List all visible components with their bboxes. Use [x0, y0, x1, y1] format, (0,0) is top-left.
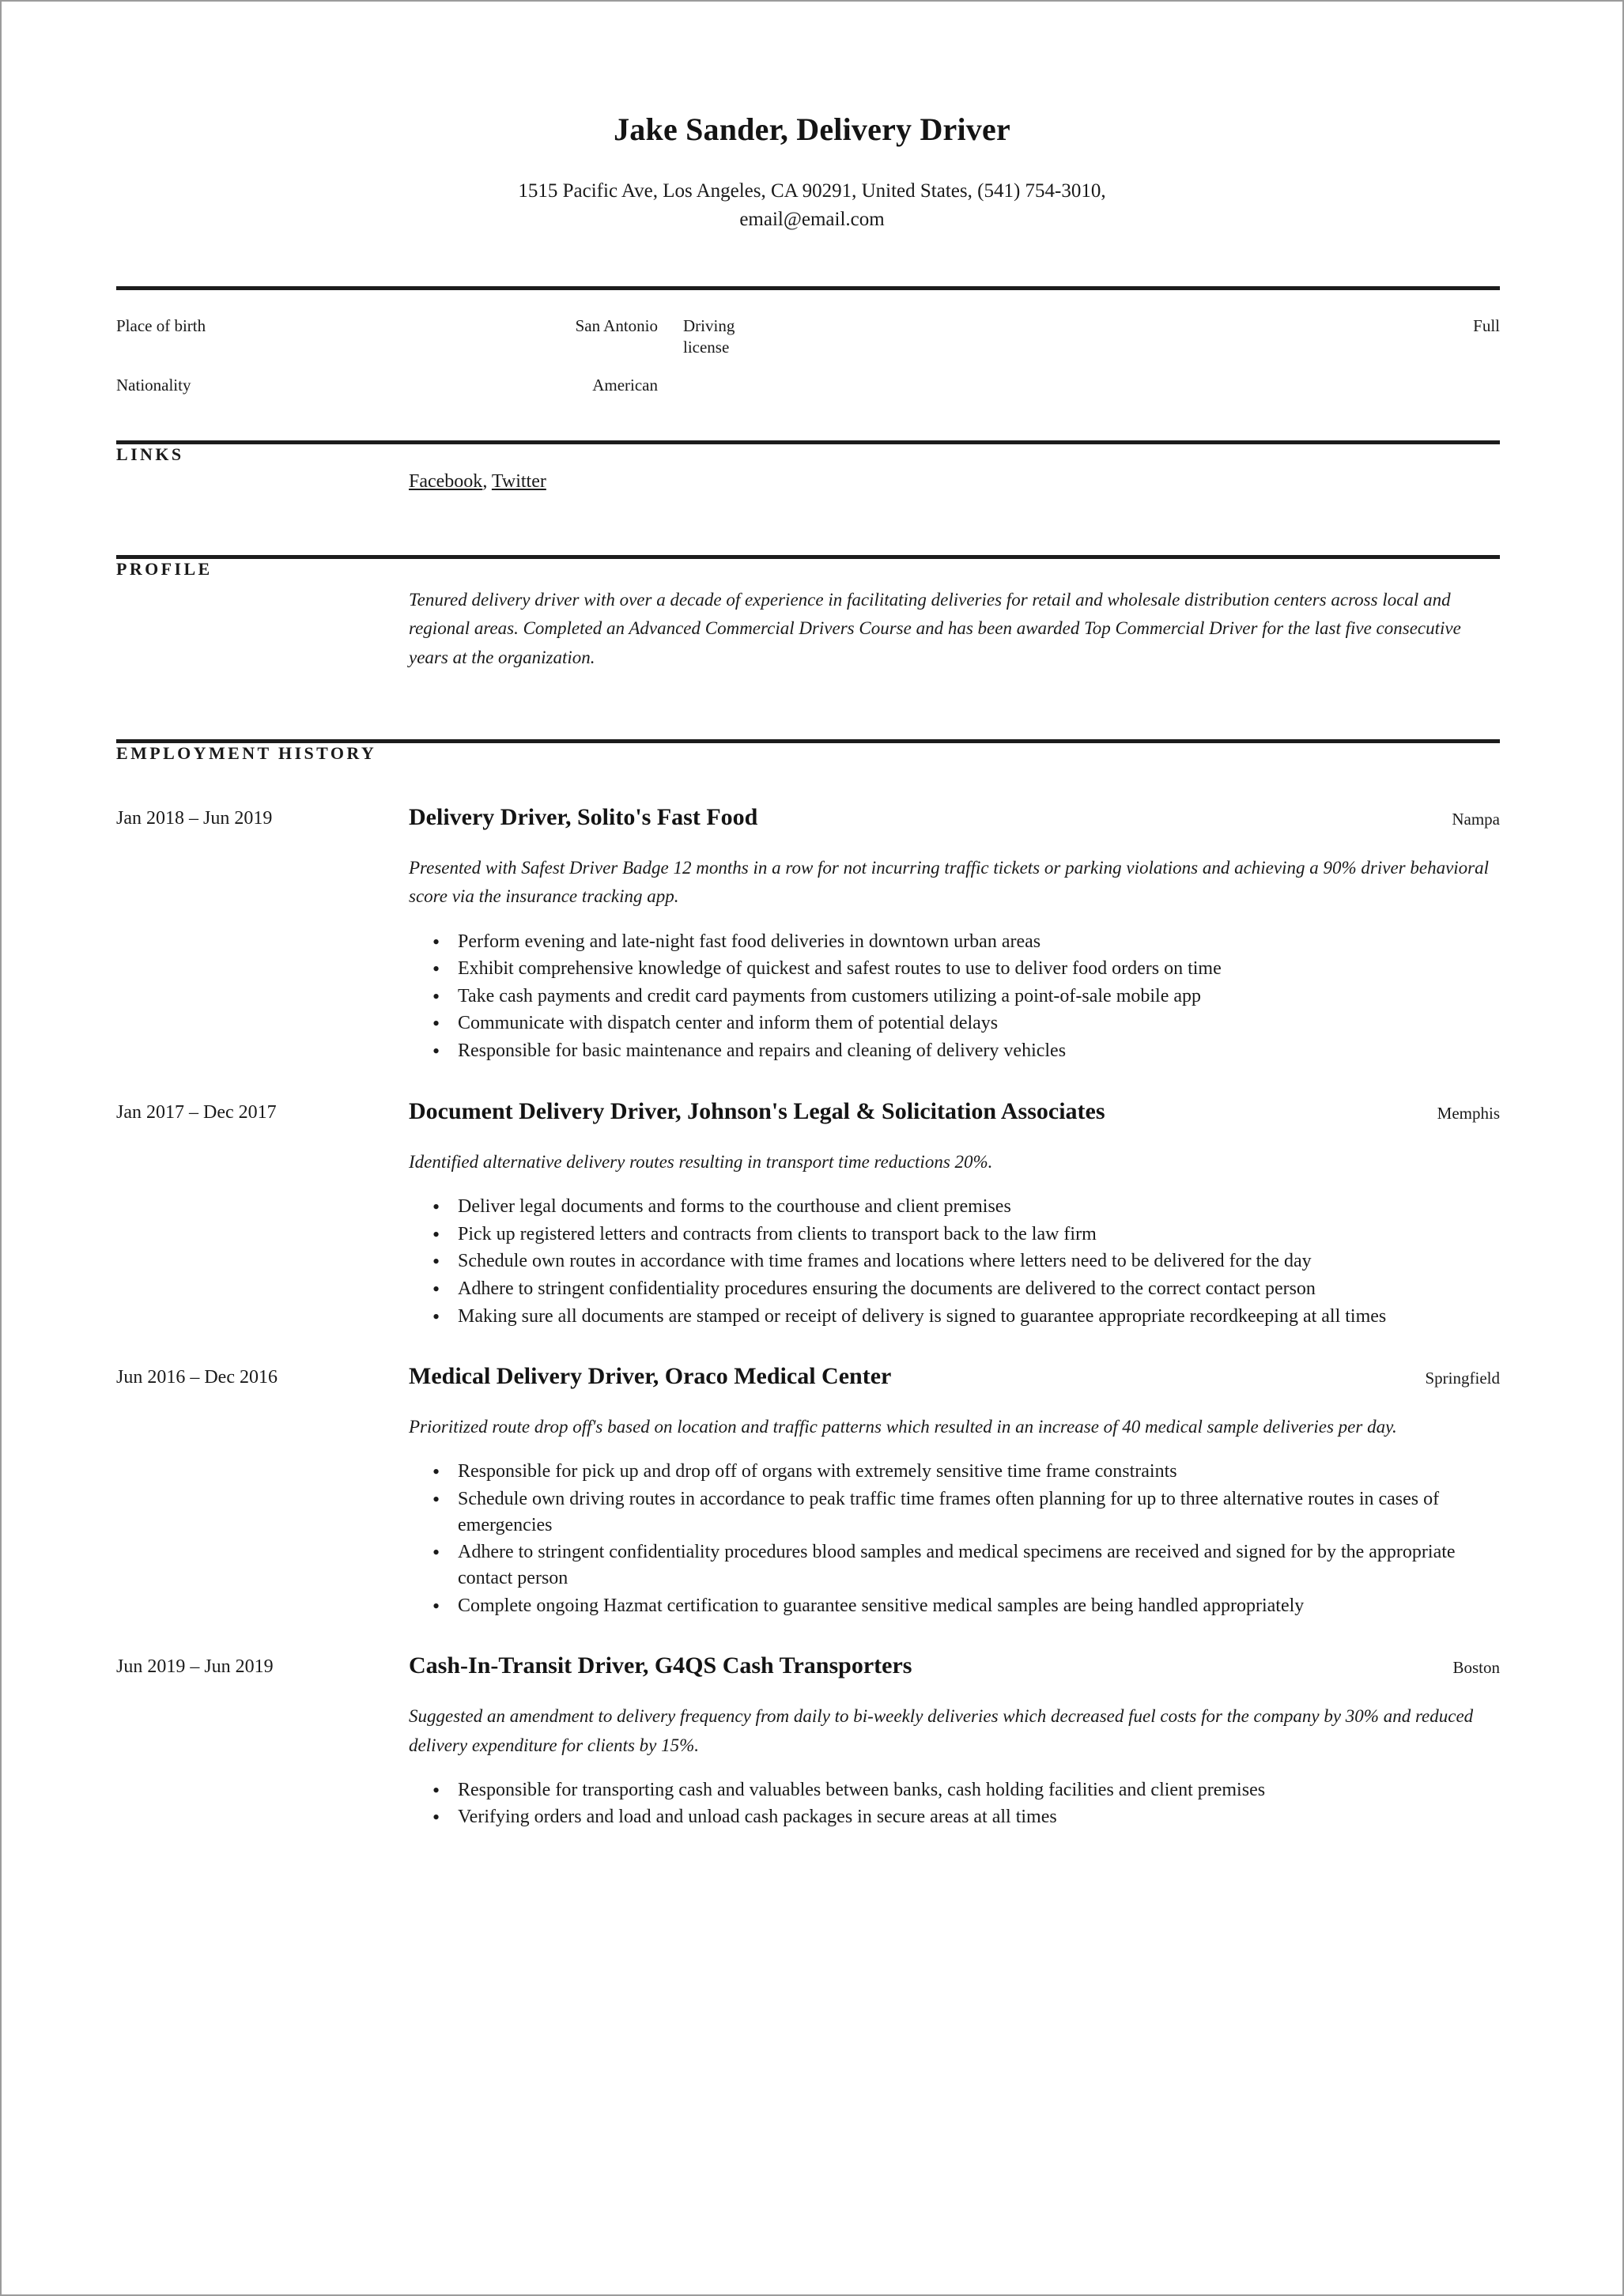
- job-bullet-list: [409, 1777, 1460, 1830]
- list-item: • Responsible for basic maintenance and repairs and cleaning of delivery vehicles: [409, 1038, 1460, 1064]
- job-main: [409, 1361, 1500, 1618]
- job-main: [409, 1096, 1500, 1329]
- job-bullet-list: [409, 1194, 1460, 1329]
- job-dates: Jan 2017 – Dec 2017: [116, 1101, 277, 1123]
- list-item: • Adhere to stringent confidentiality procedures blood samples and medical specimens are received and signed for by the appropriate contact person: [409, 1539, 1460, 1591]
- job-title: Cash-In-Transit Driver, G4QS Cash Transporters: [409, 1652, 912, 1679]
- list-item: • Deliver legal documents and forms to the courthouse and client premises: [409, 1194, 1460, 1220]
- employment-entry: [116, 1096, 1500, 1329]
- list-item: • Verifying orders and load and unload cash packages in secure areas at all times: [409, 1804, 1460, 1830]
- page-title: Jake Sander, Delivery Driver: [614, 111, 1010, 147]
- contact-address: 1515 Pacific Ave, Los Angeles, CA 90291, United States, (541) 754-3010,: [518, 180, 1106, 202]
- resume-sheet: [2, 2, 1622, 2294]
- job-summary: Suggested an amendment to delivery frequency from daily to bi-weekly deliveries which decreased fuel costs for the company by 30% and reduced delivery expenditure for clients by 15%.: [409, 1706, 1474, 1755]
- list-item: • Communicate with dispatch center and inform them of potential delays: [409, 1010, 1460, 1037]
- job-title-row: [409, 802, 1500, 833]
- job-city: Nampa: [1452, 809, 1500, 829]
- profile-text: Tenured delivery driver with over a decade of experience in facilitating deliveries for retail and wholesale distribution centers across local and regional areas. Completed an Advanced Commercial Drivers Course and has been awarded Top Commercial Driver for the last five consecutive years at the organization.: [409, 589, 1461, 667]
- section-details: [116, 290, 1500, 396]
- employment-entry: [116, 1361, 1500, 1618]
- detail-row: [116, 375, 1500, 396]
- list-item: • Schedule own driving routes in accordance to peak traffic time frames often planning for up to three alternative routes in cases of emergencies: [409, 1486, 1460, 1538]
- detail-value-driving-license: Full: [1473, 316, 1500, 335]
- job-title-row: [409, 1650, 1500, 1682]
- job-city: Memphis: [1437, 1103, 1500, 1123]
- section-heading-employment-history: EMPLOYMENT HISTORY: [116, 742, 377, 763]
- job-title: Document Delivery Driver, Johnson's Legal & Solicitation Associates: [409, 1097, 1105, 1124]
- section-links: [116, 444, 1500, 523]
- job-title: Medical Delivery Driver, Oraco Medical Center: [409, 1363, 892, 1390]
- list-item: • Complete ongoing Hazmat certification to guarantee sensitive medical samples are being handled appropriately: [409, 1593, 1460, 1619]
- job-main: [409, 1650, 1500, 1830]
- employment-entry: [116, 802, 1500, 1064]
- link-twitter[interactable]: Twitter: [491, 470, 546, 492]
- job-summary: Prioritized route drop off's based on location and traffic patterns which resulted in an increase of 40 medical sample deliveries per day.: [409, 1417, 1397, 1437]
- detail-value-nationality: American: [592, 375, 658, 395]
- section-employment: [116, 743, 1500, 770]
- list-item: • Pick up registered letters and contracts from clients to transport back to the law firm: [409, 1222, 1460, 1248]
- job-city: Boston: [1452, 1658, 1500, 1678]
- job-title-row: [409, 1096, 1500, 1127]
- detail-label-driving-license: Driving license: [683, 316, 735, 357]
- job-title: Delivery Driver, Solito's Fast Food: [409, 803, 758, 830]
- list-item: • Adhere to stringent confidentiality procedures ensuring the documents are delivered to the correct contact person: [409, 1276, 1460, 1302]
- job-bullet-list: [409, 929, 1460, 1064]
- links-list: [409, 471, 1500, 493]
- contact-info: [2, 177, 1622, 234]
- employment-entry: [116, 1650, 1500, 1830]
- section-heading-links: LINKS: [116, 444, 184, 464]
- detail-label-nationality: Nationality: [116, 375, 191, 395]
- job-title-row: [409, 1361, 1500, 1392]
- detail-label-place-of-birth: Place of birth: [116, 316, 206, 335]
- job-bullet-list: [409, 1459, 1460, 1618]
- job-dates: Jun 2016 – Dec 2016: [116, 1367, 278, 1388]
- job-dates: Jun 2019 – Jun 2019: [116, 1656, 274, 1678]
- link-separator: ,: [482, 470, 492, 492]
- list-item: • Take cash payments and credit card payments from customers utilizing a point-of-sale mobile app: [409, 984, 1460, 1010]
- list-item: • Perform evening and late-night fast food deliveries in downtown urban areas: [409, 929, 1460, 955]
- list-item: • Responsible for pick up and drop off of organs with extremely sensitive time frame constraints: [409, 1459, 1460, 1485]
- list-item: • Exhibit comprehensive knowledge of quickest and safest routes to use to deliver food orders on time: [409, 956, 1460, 982]
- details-grid: [116, 315, 1500, 396]
- section-heading-profile: PROFILE: [116, 558, 213, 579]
- resume-header: [2, 2, 1622, 234]
- contact-email: email@email.com: [739, 209, 885, 230]
- section-profile: [116, 559, 1500, 687]
- detail-value-place-of-birth: San Antonio: [575, 316, 658, 335]
- list-item: • Responsible for transporting cash and valuables between banks, cash holding facilities and client premises: [409, 1777, 1460, 1803]
- list-item: • Schedule own routes in accordance with time frames and locations where letters need to be delivered for the day: [409, 1248, 1460, 1275]
- link-facebook[interactable]: Facebook: [409, 470, 483, 492]
- detail-row: [116, 315, 1500, 359]
- job-main: [409, 802, 1500, 1064]
- job-summary: Presented with Safest Driver Badge 12 months in a row for not incurring traffic tickets or parking violations and achieving a 90% driver behavioral score via the insurance tracking app.: [409, 857, 1490, 907]
- job-dates: Jan 2018 – Jun 2019: [116, 807, 273, 829]
- job-city: Springfield: [1425, 1369, 1500, 1388]
- list-item: • Making sure all documents are stamped or receipt of delivery is signed to guarantee appropriate recordkeeping at all times: [409, 1304, 1460, 1330]
- job-summary: Identified alternative delivery routes resulting in transport time reductions 20%.: [409, 1151, 993, 1172]
